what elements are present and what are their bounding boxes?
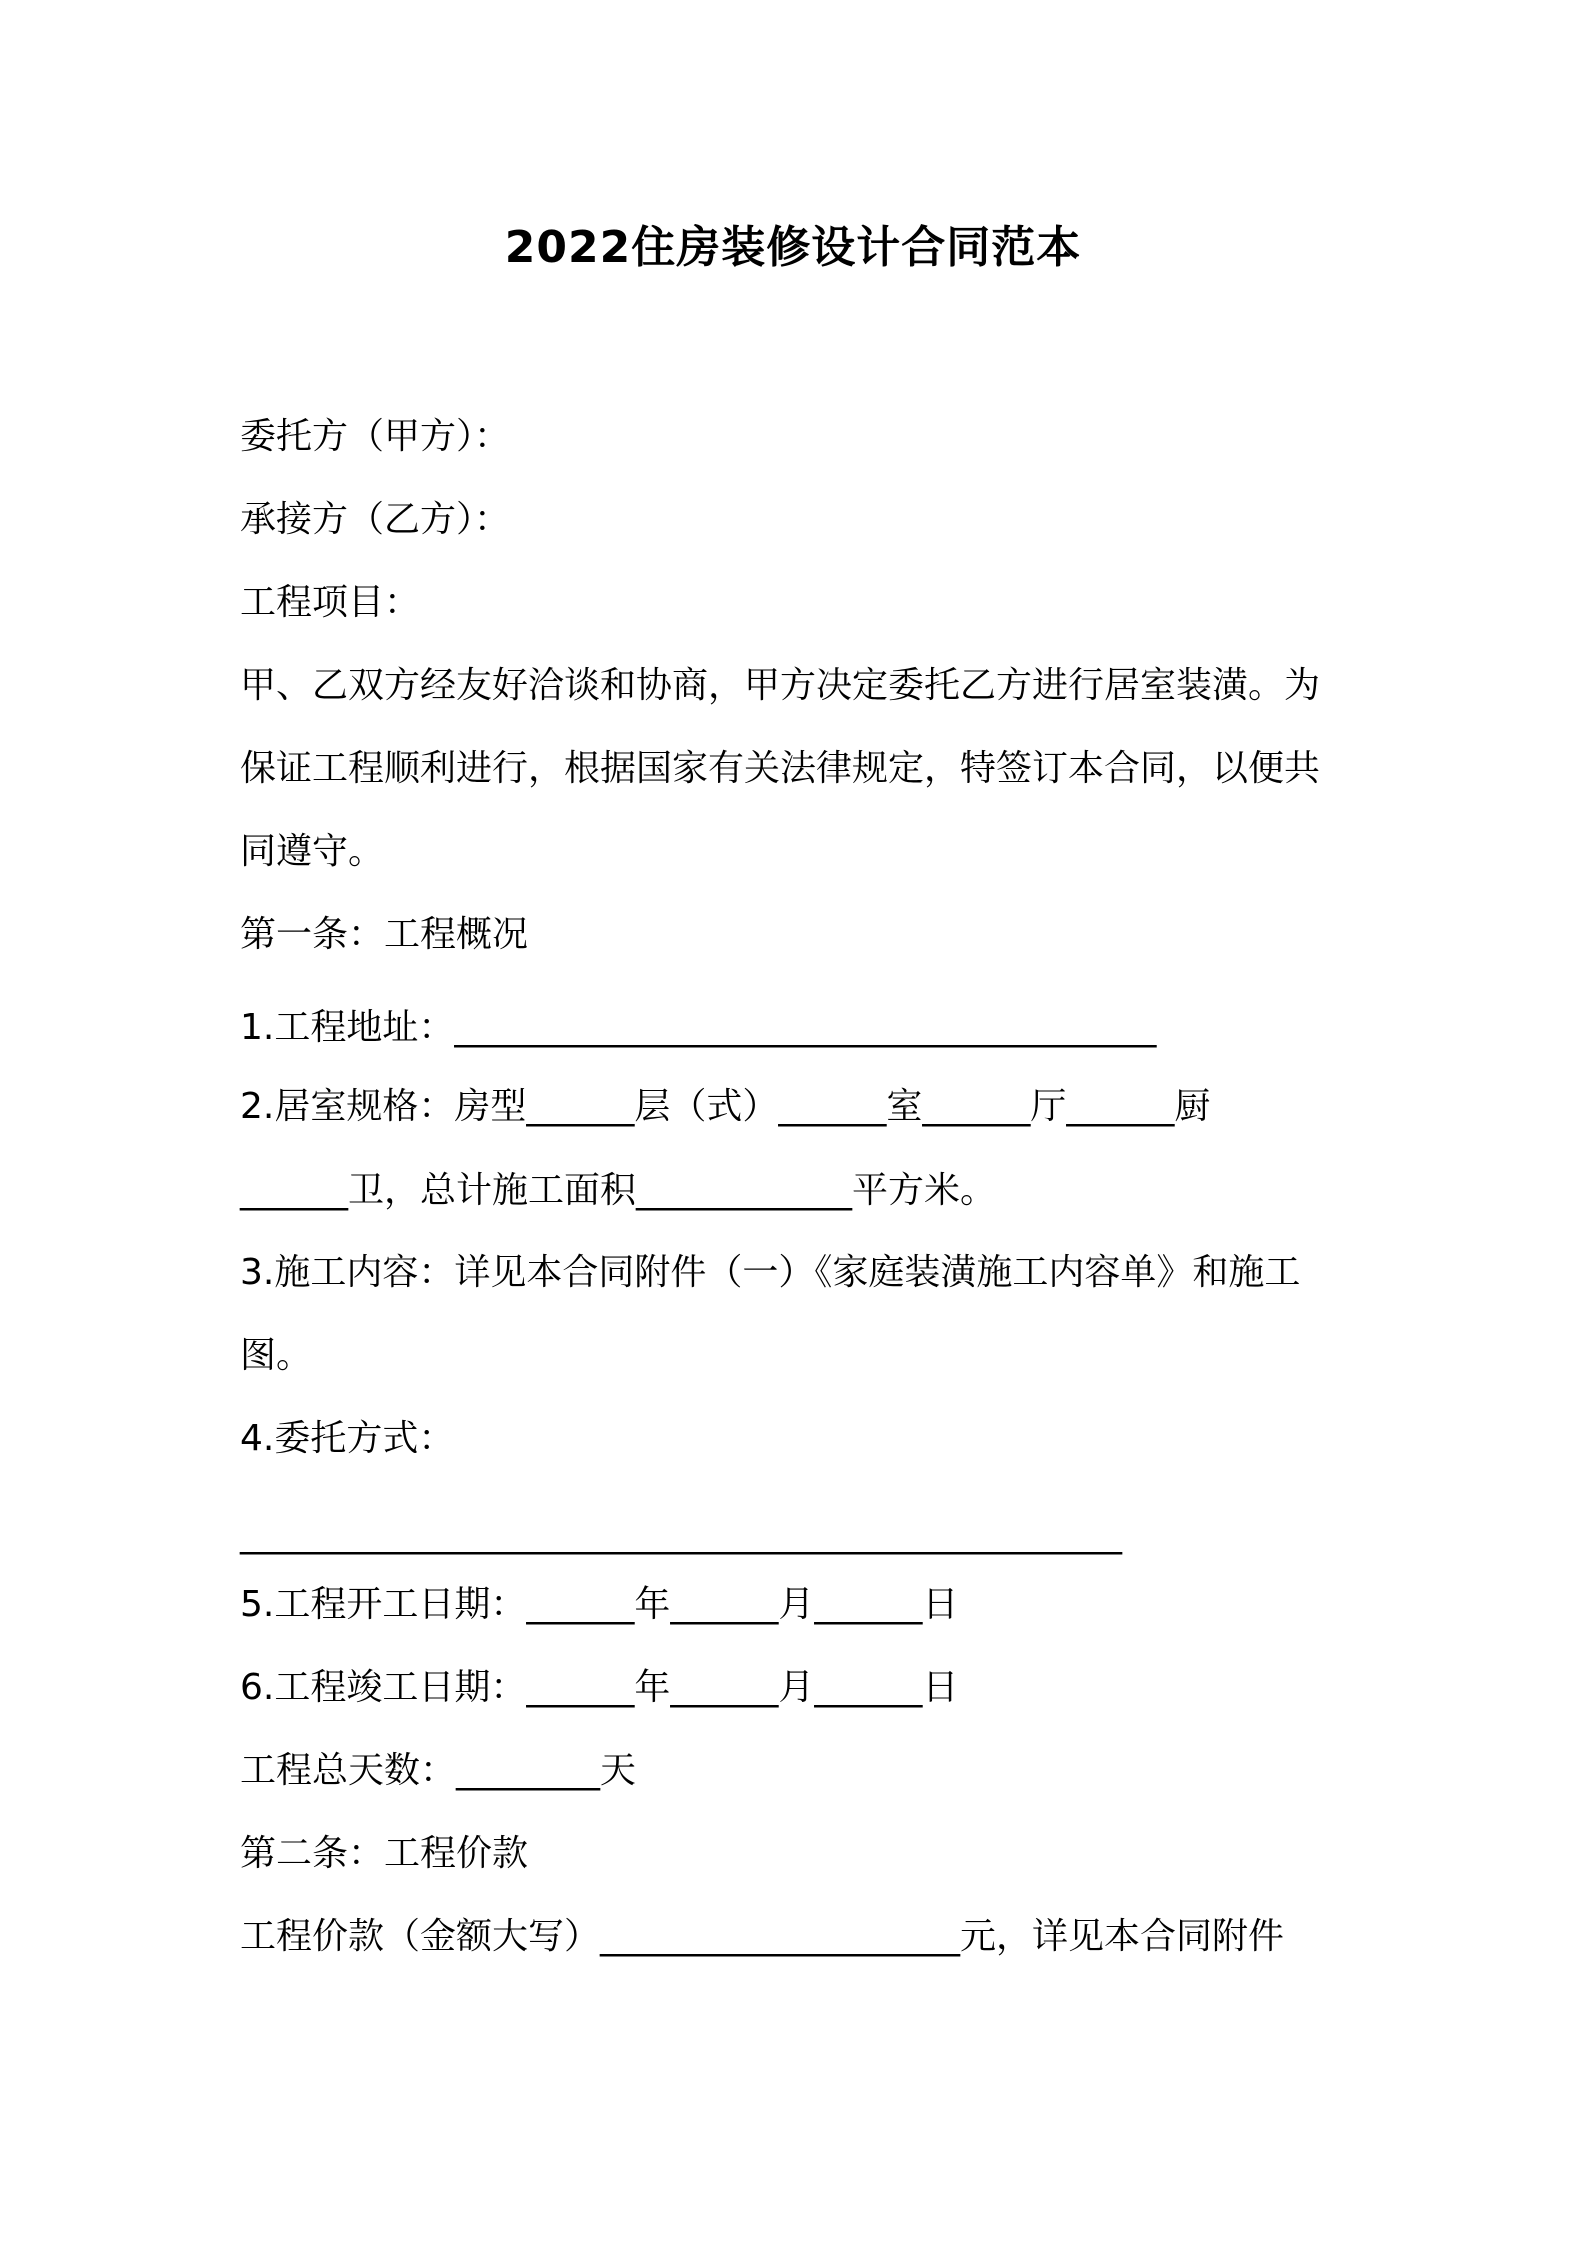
commission-method-line: 4.委托方式：	[240, 1418, 455, 1459]
end-date-line: 6.工程竣工日期：______年______月______日	[240, 1667, 959, 1708]
project-line: 工程项目：	[240, 582, 421, 623]
article-2-heading: 第二条：工程价款	[240, 1833, 529, 1874]
commission-method-blank: _________________________________________________	[240, 1514, 1122, 1555]
party-a-line: 委托方（甲方）：	[240, 416, 511, 457]
total-days-line: 工程总天数：________天	[240, 1750, 637, 1791]
intro-paragraph-line-2: 保证工程顺利进行，根据国家有关法律规定，特签订本合同，以便共	[240, 748, 1321, 789]
room-spec-line-1: 2.居室规格：房型______层（式）______室______厅______厨	[240, 1086, 1211, 1127]
construction-content-line-2: 图。	[240, 1335, 313, 1376]
room-spec-line-2: ______卫，总计施工面积____________平方米。	[240, 1170, 997, 1211]
construction-content-line-1: 3.施工内容：详见本合同附件（一）《家庭装潢施工内容单》和施工	[240, 1252, 1301, 1293]
intro-paragraph-line-1: 甲、乙双方经友好洽谈和协商，甲方决定委托乙方进行居室装潢。为	[240, 665, 1321, 706]
project-price-line: 工程价款（金额大写）____________________元，详见本合同附件	[240, 1916, 1285, 1957]
start-date-line: 5.工程开工日期：______年______月______日	[240, 1584, 959, 1625]
document-title: 2022住房装修设计合同范本	[504, 222, 1082, 273]
intro-paragraph-line-3: 同遵守。	[240, 831, 385, 872]
party-b-line: 承接方（乙方）：	[240, 499, 511, 540]
project-address-line: 1.工程地址：_______________________________________	[240, 1007, 1157, 1048]
article-1-heading: 第一条：工程概况	[240, 914, 529, 955]
